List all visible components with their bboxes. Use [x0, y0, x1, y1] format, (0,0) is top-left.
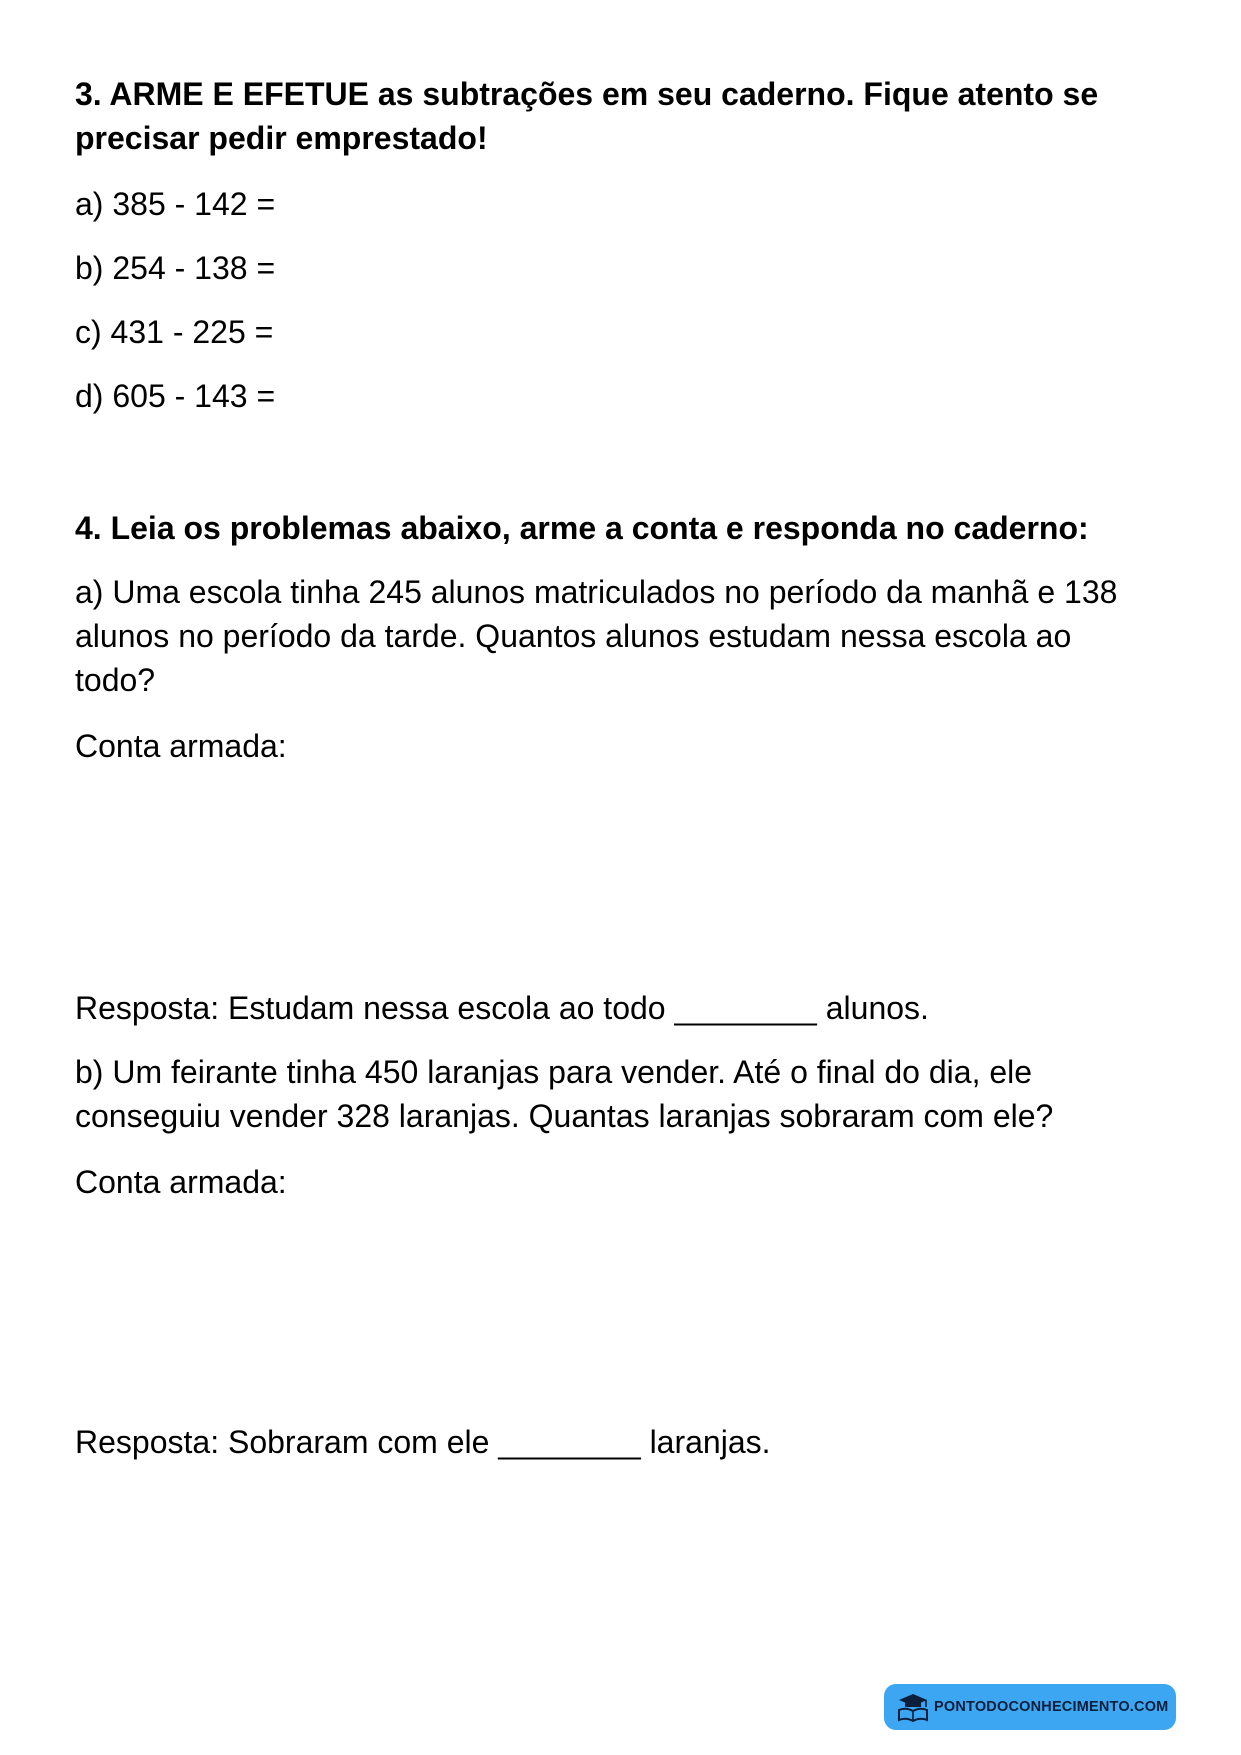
q3-title-line2: precisar pedir emprestado!	[75, 120, 488, 156]
q4a-work-label: Conta armada:	[75, 728, 287, 764]
q4-title: 4. Leia os problemas abaixo, arme a conta e responda no caderno:	[75, 510, 1089, 546]
q4a-answer: Resposta: Estudam nessa escola ao todo ________ alunos.	[75, 990, 929, 1026]
q4b-answer: Resposta: Sobraram com ele ________ laranjas.	[75, 1424, 771, 1460]
q4a-line2: alunos no período da tarde. Quantos alunos estudam nessa escola ao	[75, 618, 1072, 654]
q4b-line2: conseguiu vender 328 laranjas. Quantas laranjas sobraram com ele?	[75, 1098, 1054, 1134]
graduation-book-icon	[896, 1692, 930, 1722]
q3-item-b: b) 254 - 138 =	[75, 250, 276, 286]
worksheet-page	[75, 0, 1175, 1755]
q3-item-c: c) 431 - 225 =	[75, 314, 274, 350]
q4a-line3: todo?	[75, 662, 156, 698]
q3-title-line1: 3. ARME E EFETUE as subtrações em seu caderno. Fique atento se	[75, 76, 1099, 112]
q3-item-d: d) 605 - 143 =	[75, 378, 276, 414]
q4b-line1: b) Um feirante tinha 450 laranjas para vender. Até o final do dia, ele	[75, 1054, 1033, 1090]
site-logo-text: PONTODOCONHECIMENTO.COM	[934, 1699, 1169, 1715]
q3-item-a: a) 385 - 142 =	[75, 186, 276, 222]
q4a-line1: a) Uma escola tinha 245 alunos matriculados no período da manhã e 138	[75, 574, 1118, 610]
site-logo-badge	[884, 1684, 1176, 1730]
q4b-work-label: Conta armada:	[75, 1164, 287, 1200]
